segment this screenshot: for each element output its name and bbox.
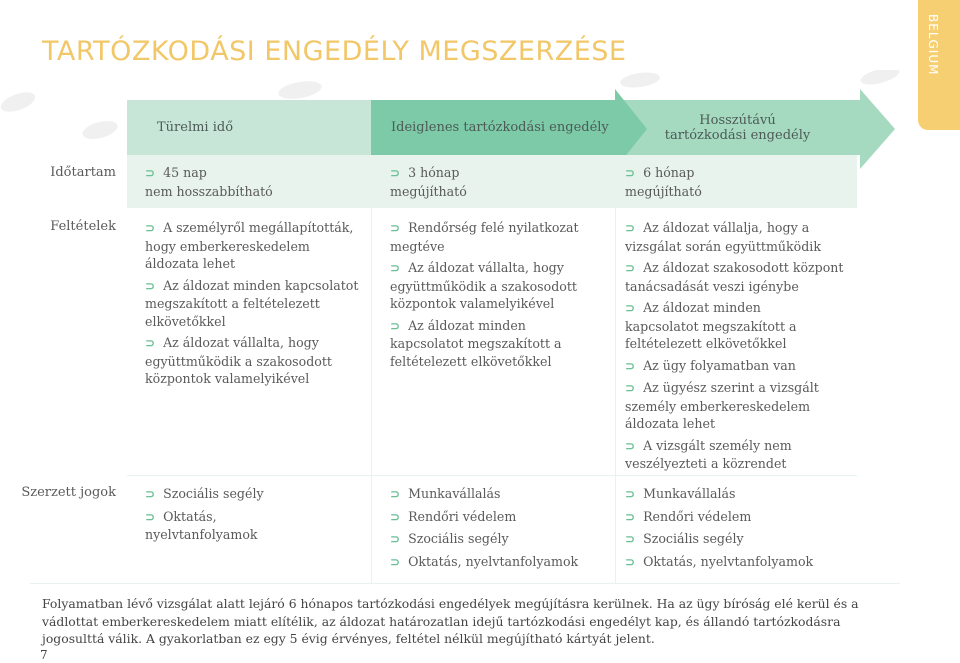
list-item: ⊃ Az áldozat vállalja, hogy a vizsgálat során együttműködik <box>625 220 821 254</box>
bullet-icon: ⊃ <box>390 509 401 524</box>
list-item: ⊃ Az áldozat vállalta, hogy együttműködik a szakosodott központok valamelyikével <box>390 260 577 311</box>
bullet-icon: ⊃ <box>390 318 401 333</box>
column-divider <box>615 208 616 583</box>
bullet-icon: ⊃ <box>625 166 636 180</box>
list-item: ⊃ A vizsgált személy nem veszélyezteti a közrendet <box>625 437 792 471</box>
page-number: 7 <box>40 648 48 662</box>
bullet-icon: ⊃ <box>390 487 401 501</box>
header-grace-period: Türelmi idő <box>127 100 371 155</box>
duration-temporary-cell <box>390 164 610 204</box>
list-item: ⊃ Oktatás, nyelvtanfolyamok <box>390 553 579 569</box>
footer-divider <box>30 583 900 584</box>
footer-note: Folyamatban lévő vizsgálat alatt lejáró 6 hónapos tartózkodási engedélyek megújításra kerülnek. Ha az ügy bíróság elé kerül és a vádlottat emberkereskedelem miatt elítélik, az áldozat határozatlan idejű tartózkodási engedélyt kap, és állandó tartózkodásra jogosulttá válik. A gyakorlatban ez egy 5 évig érvényes, feltétel nélkül megújítható kártyát jelent. <box>42 596 859 646</box>
bullet-icon: ⊃ <box>145 278 156 293</box>
rights-temporary-cell <box>390 485 615 575</box>
list-item: ⊃ Munkavállalás <box>390 486 501 501</box>
page-title: TARTÓZKODÁSI ENGEDÉLY MEGSZERZÉSE <box>42 36 627 67</box>
list-item: ⊃ Munkavállalás <box>625 486 736 501</box>
bullet-icon: ⊃ <box>390 554 401 569</box>
list-item: ⊃ Az áldozat vállalta, hogy együttműködik a szakosodott központok valamelyikével <box>145 335 332 386</box>
list-item: ⊃ Rendőrség felé nyilatkozat megtéve <box>390 220 579 254</box>
row-label-duration: Időtartam <box>50 165 116 180</box>
rights-grace-cell <box>145 485 370 548</box>
column-divider <box>371 208 372 583</box>
bullet-icon: ⊃ <box>625 532 636 546</box>
row-label-conditions: Feltételek <box>50 219 116 234</box>
conditions-longterm-cell <box>625 219 850 477</box>
header-long-term-permit: Hosszútávú tartózkodási engedély <box>615 100 860 155</box>
list-item: ⊃ 6 hónap megújítható <box>625 165 702 199</box>
bullet-icon: ⊃ <box>625 381 636 395</box>
list-item: ⊃ Szociális segély <box>390 531 509 546</box>
bullet-icon: ⊃ <box>625 221 636 235</box>
bullet-icon: ⊃ <box>145 336 156 350</box>
bullet-icon: ⊃ <box>625 487 636 501</box>
list-item: ⊃ Rendőri védelem <box>390 508 517 524</box>
bullet-icon: ⊃ <box>145 509 156 524</box>
list-item: ⊃ 45 nap nem hosszabbítható <box>145 165 273 199</box>
bullet-icon: ⊃ <box>625 509 636 524</box>
bullet-icon: ⊃ <box>390 166 401 180</box>
country-tab <box>918 0 960 130</box>
bullet-icon: ⊃ <box>145 221 156 235</box>
bullet-icon: ⊃ <box>390 261 401 275</box>
list-item: ⊃ Oktatás, nyelvtanfolyamok <box>625 553 814 569</box>
bullet-icon: ⊃ <box>625 358 636 373</box>
row-label-rights: Szerzett jogok <box>21 485 116 500</box>
bullet-icon: ⊃ <box>625 438 636 453</box>
list-item: ⊃ A személyről megállapították, hogy emberkereskedelem áldozata lehet <box>145 220 354 271</box>
list-item: ⊃ Rendőri védelem <box>625 508 752 524</box>
list-item: ⊃ Az áldozat szakosodott központ tanácsadását veszi igénybe <box>625 260 844 294</box>
bullet-icon: ⊃ <box>390 532 401 546</box>
conditions-temporary-cell <box>390 219 615 374</box>
duration-longterm-cell <box>625 164 850 204</box>
rights-longterm-cell <box>625 485 850 575</box>
country-tab-label: BELGIUM <box>926 14 940 76</box>
list-item: ⊃ Szociális segély <box>145 486 264 501</box>
header-temporary-permit: Ideiglenes tartózkodási engedély <box>371 100 615 155</box>
list-item: ⊃ Az áldozat minden kapcsolatot megszakított a feltételezett elkövetőkkel <box>145 277 359 329</box>
list-item: ⊃ 3 hónap megújítható <box>390 165 467 199</box>
list-item: ⊃ Az áldozat minden kapcsolatot megszakított a feltételezett elkövetőkkel <box>625 300 797 351</box>
bullet-icon: ⊃ <box>625 301 636 315</box>
bullet-icon: ⊃ <box>145 166 156 180</box>
conditions-grace-cell <box>145 219 370 392</box>
list-item: ⊃ Szociális segély <box>625 531 744 546</box>
list-item: ⊃ Oktatás, nyelvtanfolyamok <box>145 508 258 542</box>
bullet-icon: ⊃ <box>625 554 636 569</box>
list-item: ⊃ Az áldozat minden kapcsolatot megszakított a feltételezett elkövetőkkel <box>390 317 562 369</box>
bullet-icon: ⊃ <box>390 221 401 235</box>
bullet-icon: ⊃ <box>625 261 636 275</box>
bullet-icon: ⊃ <box>145 487 156 501</box>
list-item: ⊃ Az ügyész szerint a vizsgált személy emberkereskedelem áldozata lehet <box>625 380 819 431</box>
arrow-shape <box>860 89 895 169</box>
list-item: ⊃ Az ügy folyamatban van <box>625 357 796 373</box>
duration-grace-cell <box>145 164 365 204</box>
